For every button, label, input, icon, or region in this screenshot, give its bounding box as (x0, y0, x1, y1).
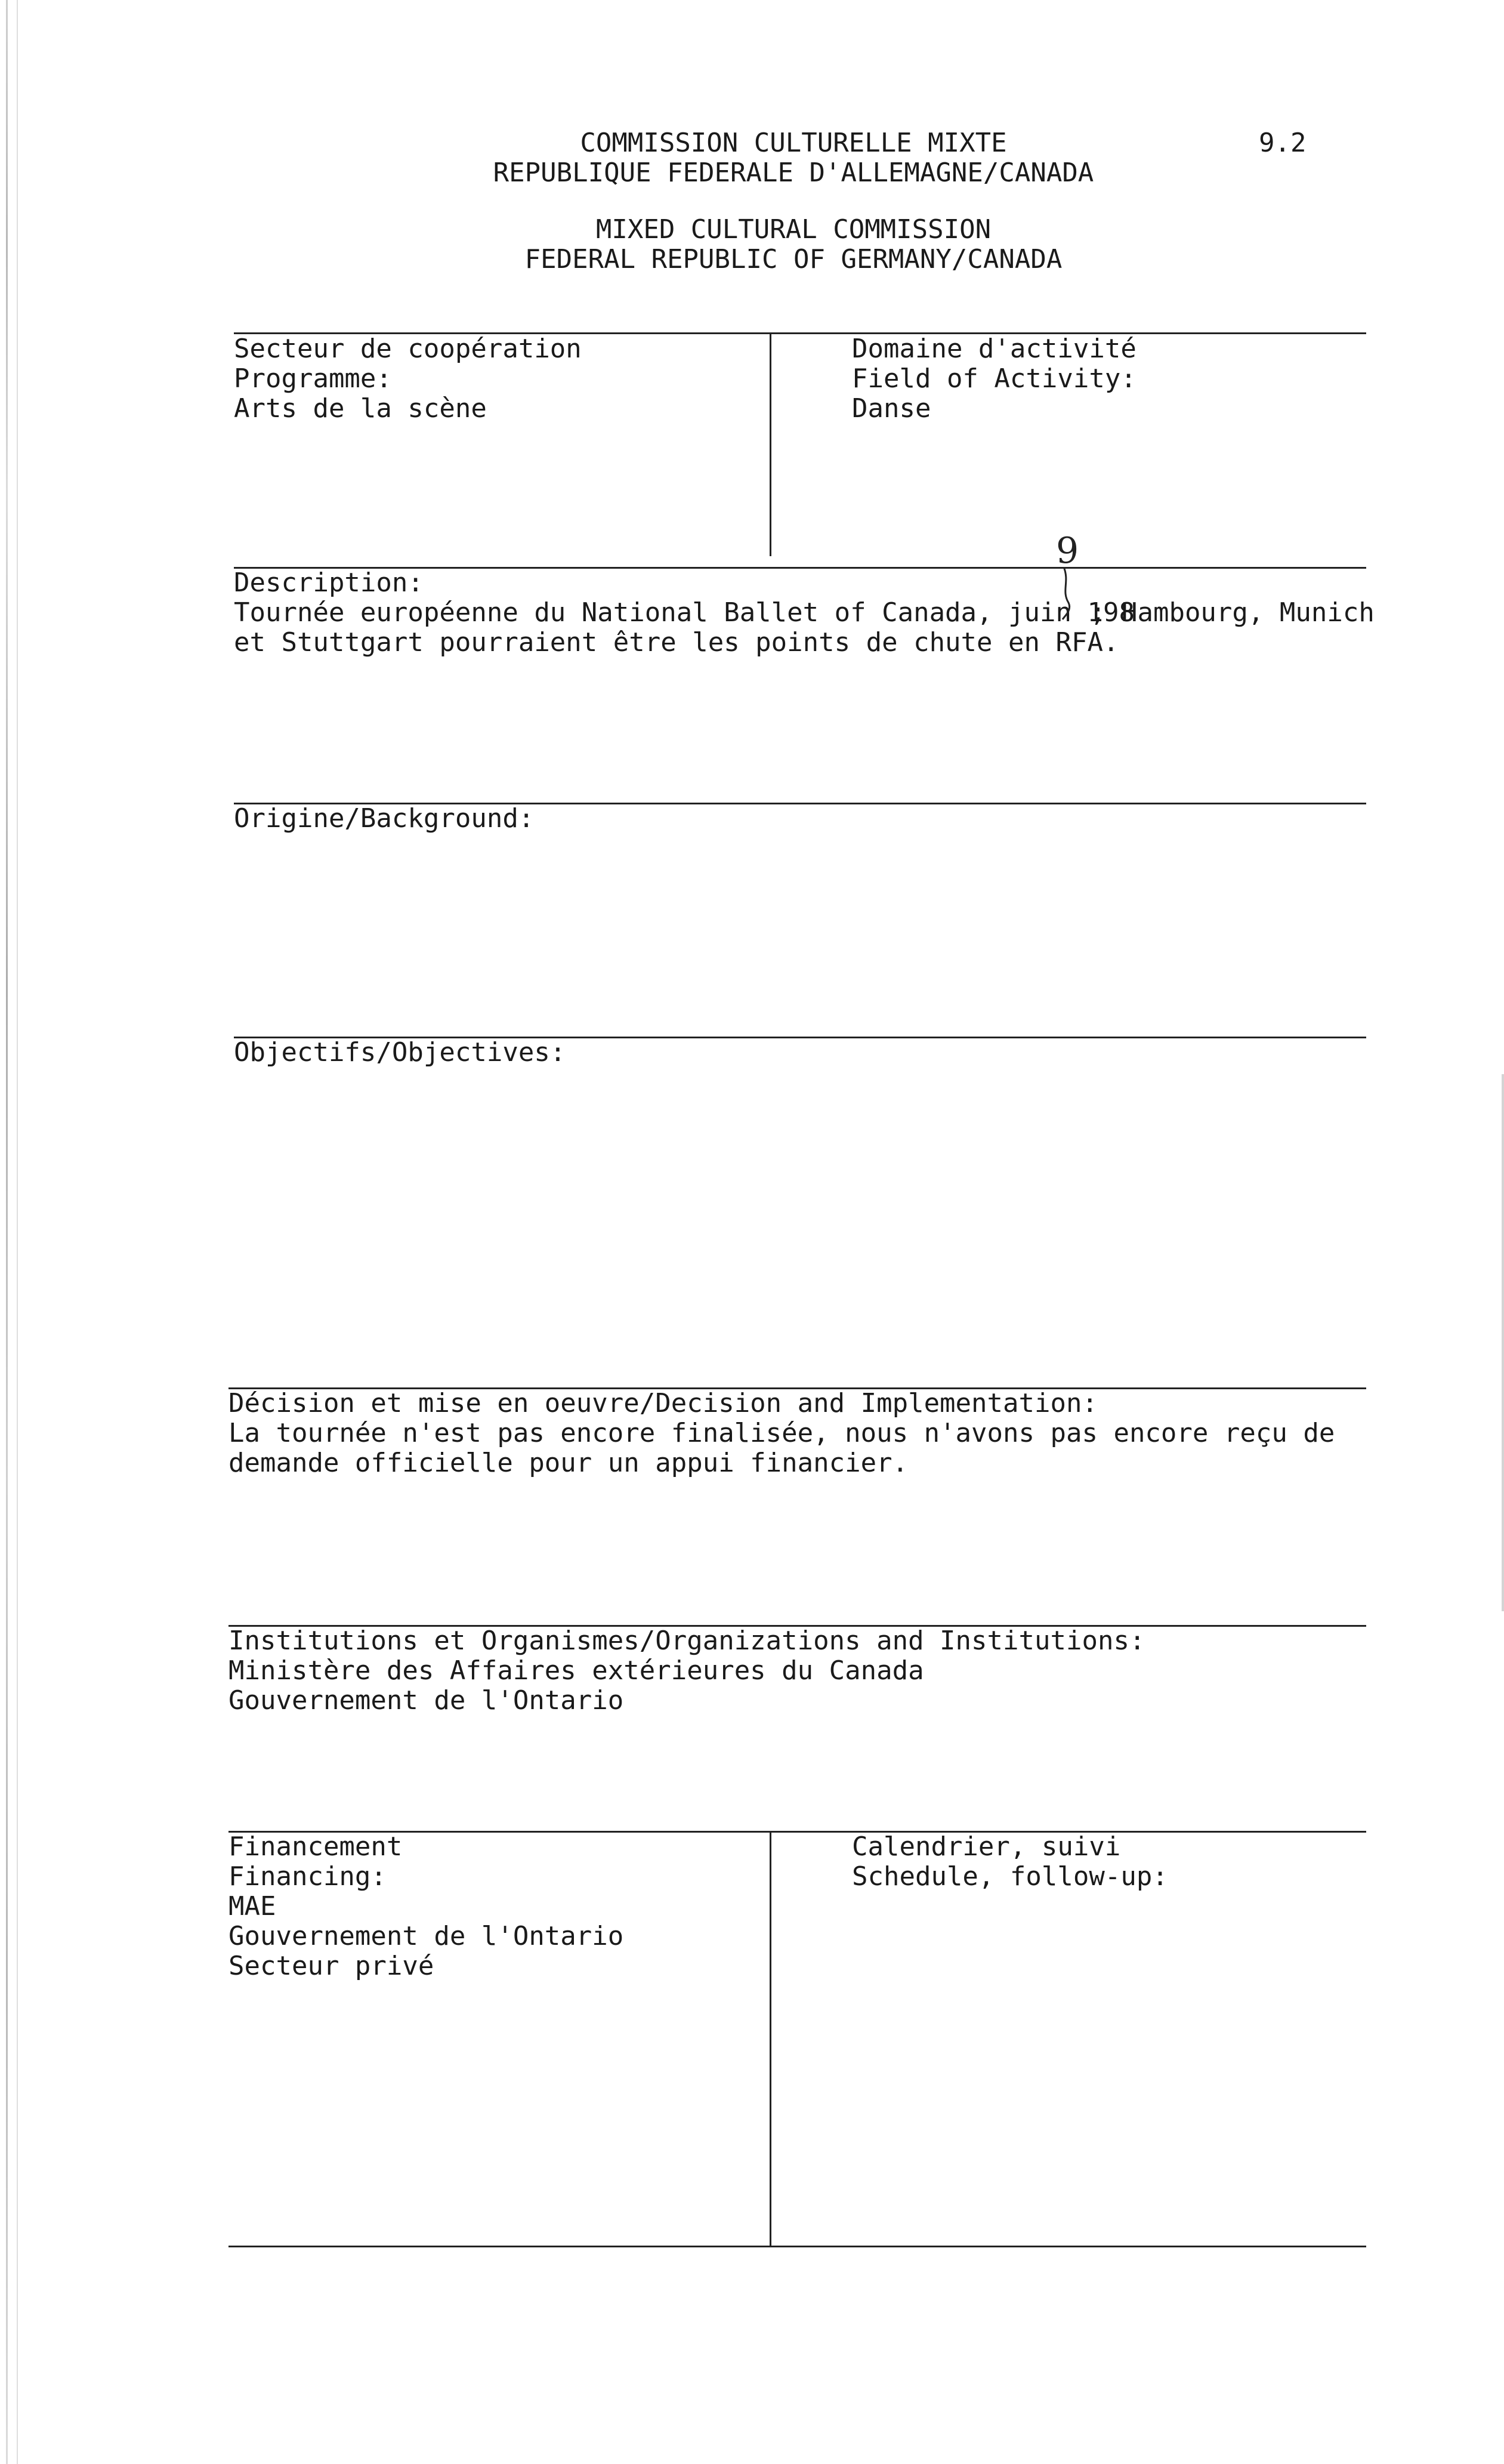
column-divider-sector (770, 332, 771, 556)
sector-label-en: Programme: (234, 363, 392, 394)
header-title-fr: COMMISSION CULTURELLE MIXTE (580, 128, 1007, 158)
scan-edge-mark (6, 0, 8, 2464)
schedule-label-en: Schedule, follow-up: (852, 1861, 1168, 1892)
scan-right-edge-mark (1502, 1074, 1504, 1611)
header-title-en: MIXED CULTURAL COMMISSION (595, 214, 992, 245)
background-label: Origine/Background: (234, 803, 535, 834)
objectives-label: Objectifs/Objectives: (234, 1037, 566, 1068)
header-subtitle-fr: REPUBLIQUE FEDERALE D'ALLEMAGNE/CANADA (493, 158, 1094, 188)
column-divider-financing (770, 1831, 771, 2246)
description-line-1-start: Tournée européenne du National Ballet of Canada, juin 198 (234, 597, 1135, 628)
scan-edge-mark-secondary (17, 0, 18, 2464)
financing-label-fr: Financement (228, 1831, 403, 1862)
sector-label-fr: Secteur de coopération (234, 334, 582, 364)
decision-line-1: La tournée n'est pas encore finalisée, nous n'avons pas encore reçu de (228, 1418, 1335, 1448)
institutions-line-2: Gouvernement de l'Ontario (228, 1685, 624, 1716)
schedule-label-fr: Calendrier, suivi (852, 1831, 1121, 1862)
handwritten-correction: 9 (1056, 530, 1079, 572)
field-value: Danse (852, 393, 931, 424)
financing-item-1: MAE (228, 1891, 276, 1922)
page-number: 9.2 (1259, 128, 1307, 158)
institutions-line-1: Ministère des Affaires extérieures du Canada (228, 1655, 924, 1686)
description-line-2: et Stuttgart pourraient être les points de chute en RFA. (234, 627, 1119, 658)
description-label: Description: (234, 568, 424, 598)
field-label-en: Field of Activity: (852, 363, 1137, 394)
description-line-1-end: ; Hambourg, Munich (1090, 597, 1375, 628)
section-divider-bottom (228, 2246, 1366, 2247)
decision-label: Décision et mise en oeuvre/Decision and Implementation: (228, 1388, 1098, 1418)
decision-line-2: demande officielle pour un appui financier. (228, 1448, 909, 1478)
financing-item-2: Gouvernement de l'Ontario (228, 1921, 624, 1951)
institutions-label: Institutions et Organismes/Organizations and Institutions: (228, 1626, 1145, 1656)
field-label-fr: Domaine d'activité (852, 334, 1137, 364)
sector-value: Arts de la scène (234, 393, 487, 424)
handwritten-correction-stroke-icon (1059, 567, 1083, 621)
financing-label-en: Financing: (228, 1861, 387, 1892)
header-subtitle-en: FEDERAL REPUBLIC OF GERMANY/CANADA (524, 244, 1063, 275)
financing-item-3: Secteur privé (228, 1951, 434, 1981)
